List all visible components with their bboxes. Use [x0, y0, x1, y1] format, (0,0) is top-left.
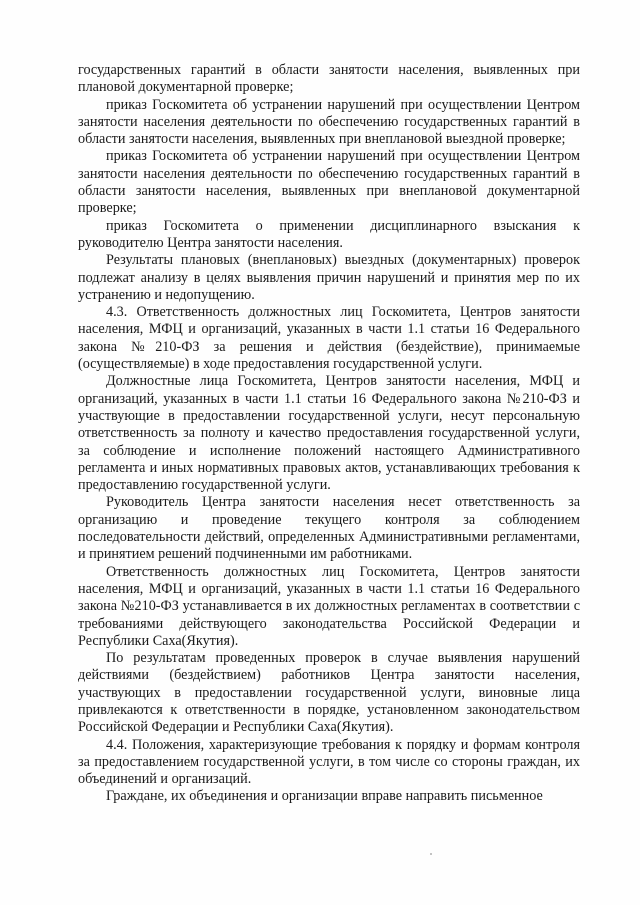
scan-speck: [430, 853, 432, 855]
paragraph-inspection-outcome: По результатам проведенных проверок в случае выявления нарушений действиями (бездействием) работников Центра занятости населения, участвующих в предоставлении государственной услуги, виновные лица привлекаются к ответственности в порядке, установленном законодательством Российской Федерации и Республики Саха(Якутия).: [78, 650, 580, 736]
paragraph-continuation: государственных гарантий в области занятости населения, выявленных при плановой документарной проверке;: [78, 62, 580, 96]
paragraph-officials-responsibility: Должностные лица Госкомитета, Центров занятости населения, МФЦ и организаций, указанных в части 1.1 статьи 16 Федерального закона №210-ФЗ и участвующие в предоставлении государственной услуги, несут персональную ответственность за полноту и качество предоставления государственной услуги, за соблюдение и исполнение положений настоящего Административного регламента и иных нормативных правовых актов, устанавливающих требования к предоставлению государственной услуги.: [78, 373, 580, 494]
paragraph-job-regulations: Ответственность должностных лиц Госкомитета, Центров занятости населения, МФЦ и организаций, указанных в части 1.1 статьи 16 Федерального закона №210-ФЗ устанавливается в их должностных регламентах в соответствии с требованиями действующего законодательства Российской Федерации и Республики Саха(Якутия).: [78, 563, 580, 649]
paragraph-citizens-rights: Граждане, их объединения и организации вправе направить письменное: [106, 788, 543, 805]
paragraph-section-4-3: 4.3. Ответственность должностных лиц Госкомитета, Центров занятости населения, МФЦ и организаций, указанных в части 1.1 статьи 16 Федерального закона №210-ФЗ за решения и действия (бездействие), принимаемые (осуществляемые) в ходе предоставления государственной услуги.: [78, 304, 580, 373]
paragraph-order-disciplinary: приказ Госкомитета о применении дисциплинарного взыскания к руководителю Центра занятости населения.: [78, 217, 580, 251]
paragraph-section-4-4: 4.4. Положения, характеризующие требования к порядку и формам контроля за предоставлением государственной услуги, в том числе со стороны граждан, их объединений и организаций.: [78, 736, 580, 788]
paragraph-order-document-violations: приказ Госкомитета об устранении нарушений при осуществлении Центром занятости населения деятельности по обеспечению государственных гарантий в области занятости населения, выявленных при внеплановой документарной проверке;: [78, 148, 580, 217]
document-body: [78, 62, 580, 806]
paragraph-head-responsibility: Руководитель Центра занятости населения несет ответственность за организацию и проведение текущего контроля за соблюдением последовательности действий, определенных Административными регламентами, и принятием решений подчиненными им работниками.: [78, 494, 580, 563]
paragraph-inspection-results: Результаты плановых (внеплановых) выездных (документарных) проверок подлежат анализу в целях выявления причин нарушений и принятия мер по их устранению и недопущению.: [78, 252, 580, 303]
paragraph-order-field-violations: приказ Госкомитета об устранении нарушений при осуществлении Центром занятости населения деятельности по обеспечению государственных гарантий в области занятости населения, выявленных при внеплановой выездной проверке;: [78, 96, 580, 148]
